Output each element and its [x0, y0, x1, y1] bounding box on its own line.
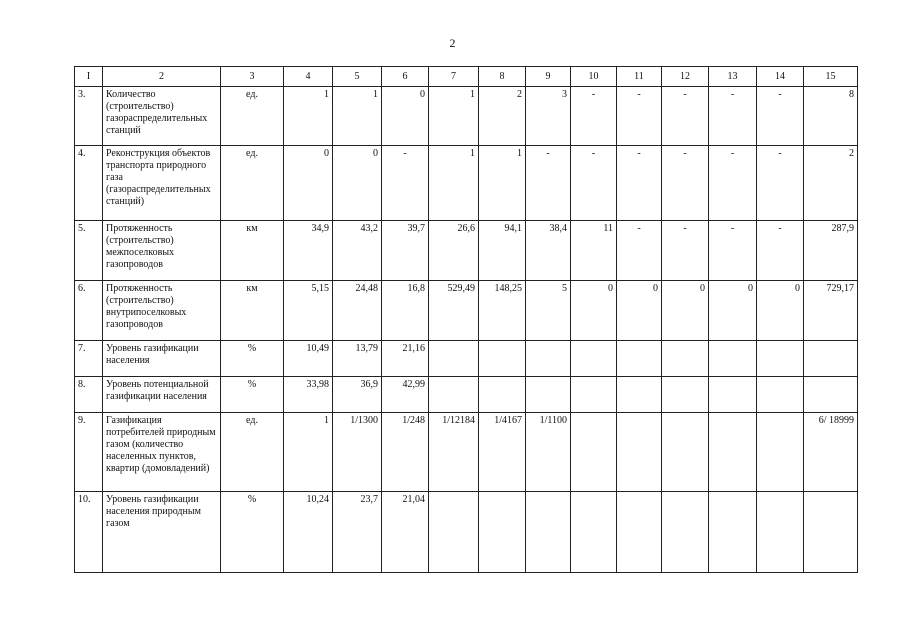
value-cell: -: [709, 146, 757, 221]
value-cell: [617, 341, 662, 377]
row-number: 4.: [75, 146, 103, 221]
value-cell: [709, 377, 757, 413]
value-cell: -: [709, 87, 757, 146]
indicator-name: Реконструкция объектов транспорта природного газа (газораспределительных станций): [103, 146, 221, 221]
value-cell: 10,24: [284, 492, 333, 573]
value-cell: [526, 492, 571, 573]
value-cell: [709, 413, 757, 492]
column-header: 8: [479, 67, 526, 87]
row-number: 8.: [75, 377, 103, 413]
table-header-row: [75, 67, 858, 87]
value-cell: -: [757, 221, 804, 281]
column-header: 13: [709, 67, 757, 87]
table-row: [75, 413, 858, 492]
value-cell: -: [526, 146, 571, 221]
value-cell: [479, 377, 526, 413]
value-cell: 43,2: [333, 221, 382, 281]
indicator-name: Уровень газификации населения природным газом: [103, 492, 221, 573]
value-cell: [429, 377, 479, 413]
table-row: [75, 492, 858, 573]
value-cell: 5: [526, 281, 571, 341]
value-cell: [479, 492, 526, 573]
value-cell: [429, 492, 479, 573]
value-cell: [757, 492, 804, 573]
value-cell: 0: [662, 281, 709, 341]
value-cell: [662, 377, 709, 413]
value-cell: 0: [757, 281, 804, 341]
value-cell: 1: [429, 146, 479, 221]
value-cell: [617, 492, 662, 573]
value-cell: 148,25: [479, 281, 526, 341]
value-cell: 21,04: [382, 492, 429, 573]
value-cell: 21,16: [382, 341, 429, 377]
value-cell: [757, 413, 804, 492]
column-header: 11: [617, 67, 662, 87]
value-cell: 0: [284, 146, 333, 221]
value-cell: 729,17: [804, 281, 858, 341]
value-cell: 5,15: [284, 281, 333, 341]
value-cell: 34,9: [284, 221, 333, 281]
value-cell: [479, 341, 526, 377]
value-cell: -: [662, 221, 709, 281]
row-number: 5.: [75, 221, 103, 281]
value-cell: 529,49: [429, 281, 479, 341]
value-cell: 6/ 18999: [804, 413, 858, 492]
column-header: 6: [382, 67, 429, 87]
value-cell: [662, 413, 709, 492]
value-cell: 39,7: [382, 221, 429, 281]
value-cell: 1: [284, 413, 333, 492]
value-cell: 1: [284, 87, 333, 146]
value-cell: -: [617, 146, 662, 221]
column-header: 5: [333, 67, 382, 87]
table-row: [75, 146, 858, 221]
column-header: 10: [571, 67, 617, 87]
value-cell: -: [571, 87, 617, 146]
value-cell: 94,1: [479, 221, 526, 281]
value-cell: -: [662, 146, 709, 221]
page-number: 2: [449, 36, 456, 50]
value-cell: -: [382, 146, 429, 221]
value-cell: [571, 492, 617, 573]
value-cell: -: [757, 146, 804, 221]
indicator-name: Уровень потенциальной газификации населения: [103, 377, 221, 413]
value-cell: [804, 341, 858, 377]
value-cell: 2: [804, 146, 858, 221]
table-row: [75, 87, 858, 146]
value-cell: 38,4: [526, 221, 571, 281]
value-cell: -: [662, 87, 709, 146]
value-cell: 3: [526, 87, 571, 146]
value-cell: [429, 341, 479, 377]
value-cell: -: [757, 87, 804, 146]
value-cell: [571, 341, 617, 377]
value-cell: 1/248: [382, 413, 429, 492]
column-header: 4: [284, 67, 333, 87]
value-cell: [617, 377, 662, 413]
value-cell: 1/12184: [429, 413, 479, 492]
unit-cell: км: [221, 221, 284, 281]
value-cell: 11: [571, 221, 617, 281]
row-number: 10.: [75, 492, 103, 573]
value-cell: 33,98: [284, 377, 333, 413]
column-header: 7: [429, 67, 479, 87]
table-row: [75, 221, 858, 281]
unit-cell: ед.: [221, 146, 284, 221]
row-number: 3.: [75, 87, 103, 146]
value-cell: [662, 341, 709, 377]
value-cell: -: [617, 87, 662, 146]
value-cell: 0: [709, 281, 757, 341]
column-header: 15: [804, 67, 858, 87]
table-row: [75, 341, 858, 377]
value-cell: 1/4167: [479, 413, 526, 492]
column-header: 2: [103, 67, 221, 87]
value-cell: [709, 341, 757, 377]
indicator-name: Протяженность (строительство) внутрипоселковых газопроводов: [103, 281, 221, 341]
value-cell: [617, 413, 662, 492]
value-cell: 0: [382, 87, 429, 146]
value-cell: 2: [479, 87, 526, 146]
unit-cell: ед.: [221, 87, 284, 146]
value-cell: [757, 341, 804, 377]
row-number: 6.: [75, 281, 103, 341]
value-cell: 13,79: [333, 341, 382, 377]
indicator-name: Газификация потребителей природным газом (количество населенных пунктов, квартир (домовладений): [103, 413, 221, 492]
value-cell: [526, 341, 571, 377]
value-cell: 10,49: [284, 341, 333, 377]
column-header: 9: [526, 67, 571, 87]
value-cell: 1/1100: [526, 413, 571, 492]
unit-cell: %: [221, 492, 284, 573]
value-cell: 8: [804, 87, 858, 146]
value-cell: 0: [617, 281, 662, 341]
value-cell: [757, 377, 804, 413]
value-cell: 26,6: [429, 221, 479, 281]
value-cell: 23,7: [333, 492, 382, 573]
value-cell: [804, 377, 858, 413]
value-cell: [571, 377, 617, 413]
indicators-table: [74, 66, 858, 573]
column-header: 12: [662, 67, 709, 87]
value-cell: 42,99: [382, 377, 429, 413]
value-cell: -: [617, 221, 662, 281]
value-cell: 24,48: [333, 281, 382, 341]
value-cell: [571, 413, 617, 492]
value-cell: [709, 492, 757, 573]
value-cell: [662, 492, 709, 573]
value-cell: 287,9: [804, 221, 858, 281]
value-cell: 1: [479, 146, 526, 221]
value-cell: -: [709, 221, 757, 281]
unit-cell: ед.: [221, 413, 284, 492]
value-cell: [804, 492, 858, 573]
unit-cell: %: [221, 341, 284, 377]
indicator-name: Количество (строительство) газораспределительных станций: [103, 87, 221, 146]
column-header: 14: [757, 67, 804, 87]
value-cell: 36,9: [333, 377, 382, 413]
unit-cell: %: [221, 377, 284, 413]
row-number: 7.: [75, 341, 103, 377]
unit-cell: км: [221, 281, 284, 341]
value-cell: [526, 377, 571, 413]
value-cell: 1/1300: [333, 413, 382, 492]
indicator-name: Протяженность (строительство) межпоселковых газопроводов: [103, 221, 221, 281]
indicator-name: Уровень газификации населения: [103, 341, 221, 377]
row-number: 9.: [75, 413, 103, 492]
value-cell: 1: [429, 87, 479, 146]
table-row: [75, 281, 858, 341]
value-cell: -: [571, 146, 617, 221]
table-row: [75, 377, 858, 413]
value-cell: 0: [333, 146, 382, 221]
value-cell: 16,8: [382, 281, 429, 341]
value-cell: 1: [333, 87, 382, 146]
column-header: 3: [221, 67, 284, 87]
column-header: I: [75, 67, 103, 87]
value-cell: 0: [571, 281, 617, 341]
